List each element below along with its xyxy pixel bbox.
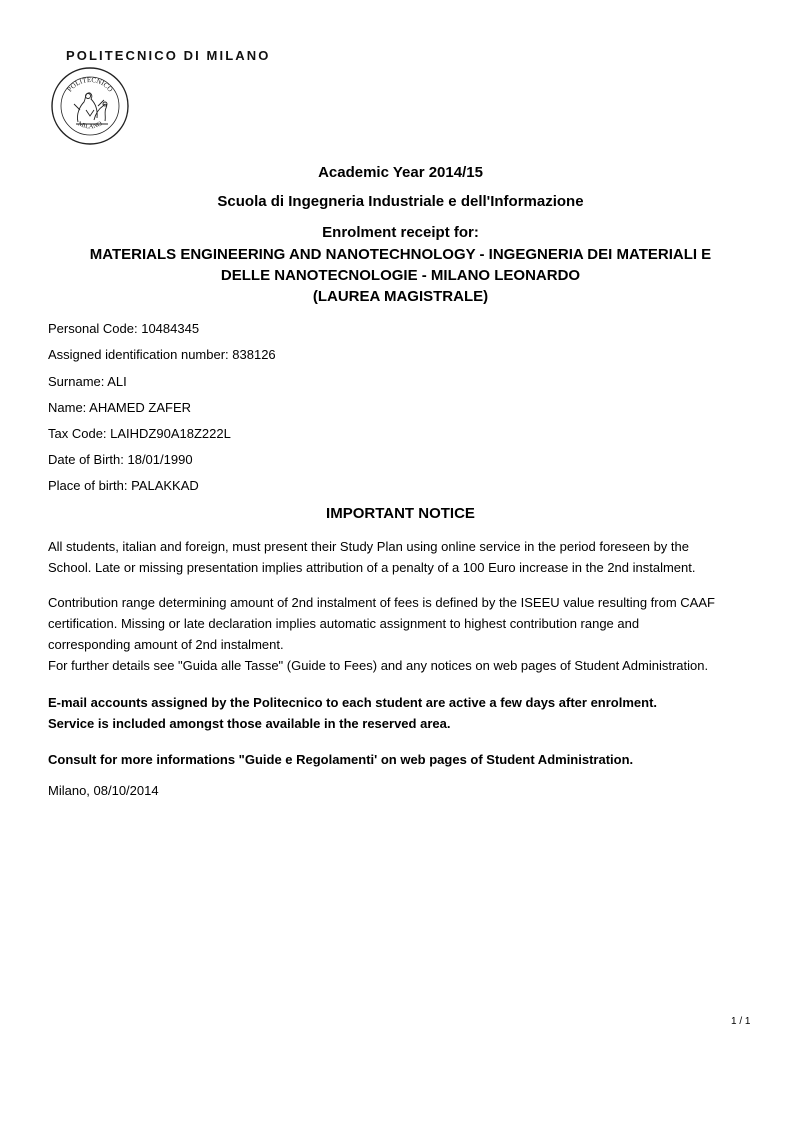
paragraph-line: corresponding amount of 2nd instalment.: [48, 637, 284, 652]
paragraph-line: All students, italian and foreign, must present their Study Plan using online service in the period foreseen by the: [48, 539, 689, 554]
paragraph-line: E-mail accounts assigned by the Politecnico to each student are active a few days after enrolment.: [48, 695, 658, 710]
degree-type: (LAUREA MAGISTRALE): [312, 288, 489, 305]
paragraph-line: Service is included amongst those available in the reserved area.: [48, 716, 451, 731]
receipt-label: Enrolment receipt for:: [322, 224, 479, 241]
identification-number: Assigned identification number: 838126: [48, 347, 276, 362]
seal-bottom-text: MILANO: [76, 120, 104, 131]
fees-paragraph: [48, 592, 758, 676]
paragraph-line: For further details see "Guida alle Tasse" (Guide to Fees) and any notices on web pages of Student Administration.: [48, 658, 709, 673]
institution-name: POLITECNICO DI MILANO: [66, 48, 271, 63]
seal-top-text: POLITECNICO: [65, 75, 115, 94]
programme-line-2: DELLE NANOTECNOLOGIE - MILANO LEONARDO: [220, 267, 581, 284]
school-name: Scuola di Ingegneria Industriale e dell'Informazione: [217, 193, 584, 210]
place-of-birth: Place of birth: PALAKKAD: [48, 478, 199, 493]
email-notice: [48, 692, 758, 734]
programme-line-1: MATERIALS ENGINEERING AND NANOTECHNOLOGY - INGEGNERIA DEI MATERIALI E: [89, 246, 712, 263]
surname: Surname: ALI: [48, 374, 127, 389]
paragraph-line: Contribution range determining amount of 2nd instalment of fees is defined by the ISEEU value resulting from CAAF: [48, 595, 715, 610]
politecnico-seal-logo: [50, 66, 130, 146]
academic-year: Academic Year 2014/15: [318, 164, 483, 181]
page-number: 1 / 1: [731, 1016, 751, 1027]
study-plan-paragraph: [48, 536, 758, 578]
personal-code: Personal Code: 10484345: [48, 321, 200, 336]
programme-title: [0, 244, 801, 307]
consult-notice: Consult for more informations "Guide e Regolamenti' on web pages of Student Administration.: [48, 752, 634, 767]
place-and-date: Milano, 08/10/2014: [48, 783, 159, 798]
date-of-birth: Date of Birth: 18/01/1990: [48, 452, 193, 467]
first-name: Name: AHAMED ZAFER: [48, 400, 192, 415]
tax-code: Tax Code: LAIHDZ90A18Z222L: [48, 426, 231, 441]
paragraph-line: School. Late or missing presentation implies attribution of a penalty of a 100 Euro increase in the 2nd instalment.: [48, 560, 696, 575]
paragraph-line: certification. Missing or late declaration implies automatic assignment to highest contribution range and: [48, 616, 640, 631]
important-notice-title: IMPORTANT NOTICE: [326, 505, 475, 522]
